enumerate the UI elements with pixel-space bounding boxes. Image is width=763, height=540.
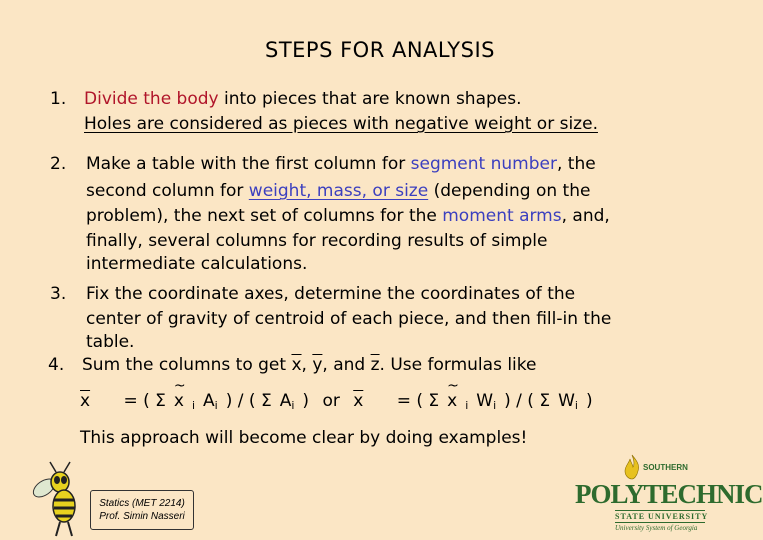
step-4-number: 4. (48, 355, 65, 375)
formula-div-1: ) / ( Σ (225, 391, 272, 411)
step-2-text-f: , and, (561, 206, 610, 226)
step-1-line-2: Holes are considered as pieces with negative weight or size. (84, 114, 598, 134)
step-2-number: 2. (50, 154, 67, 174)
logo-state-university: STATE UNIVERSITY (615, 512, 709, 521)
course-credit-box (90, 490, 194, 530)
step-4-text: Sum the columns to get (82, 355, 292, 375)
step-3-line-2: center of gravity of centroid of each piece, and then fill-in the (86, 309, 612, 329)
z-bar: $\overline{z}$ (370, 355, 380, 375)
professor-name: Prof. Simin Nasseri (99, 511, 185, 522)
logo-rule (615, 522, 705, 523)
segment-number-term: segment number (410, 154, 557, 174)
step-1-text: into pieces that are known shapes. (218, 89, 522, 109)
formula-div-2: ) / ( Σ (504, 391, 551, 411)
subscript: i (465, 399, 469, 412)
formula-area: A (203, 391, 215, 411)
step-2-line-5: intermediate calculations. (86, 254, 308, 274)
logo-southern: SOUTHERN (643, 463, 688, 472)
step-1-highlight: Divide the body (84, 89, 219, 109)
subscript: i (493, 399, 497, 412)
step-4-text-b: . Use formulas like (379, 355, 537, 375)
y-bar: $\overline{y}$ (312, 355, 323, 375)
step-3-line-3: table. (86, 332, 135, 352)
logo-polytechnic: POLYTECHNIC (575, 479, 763, 509)
step-2-line-4: finally, several columns for recording results of simple (86, 231, 548, 251)
formula-weight: W (476, 391, 494, 411)
formula-eq-1: = ( Σ (123, 391, 166, 411)
step-4-line-1 (82, 354, 536, 376)
formula-close-1: ) (302, 391, 310, 411)
x-bar: $\overline{x}$ (291, 355, 302, 375)
moment-arms-term: moment arms (442, 206, 562, 226)
step-2-text-a: Make a table with the first column for (86, 154, 411, 174)
formula-x-bar-2: $\overline{x}$ (353, 391, 364, 411)
weight-mass-size-term: weight, mass, or size (248, 181, 429, 201)
step-2-text-c: second column for (86, 181, 249, 201)
university-logo (575, 455, 763, 533)
formula-close-2: ) (585, 391, 593, 411)
formula-area: A (279, 391, 292, 411)
formula-eq-2: = ( Σ (396, 391, 440, 411)
logo-rule (615, 510, 705, 511)
step-2-line-3 (86, 205, 610, 227)
flame-icon (623, 455, 641, 479)
formula-or: or (322, 391, 340, 411)
bee-mascot-icon (30, 458, 90, 538)
step-4-sep-2: , and (322, 355, 371, 375)
course-name: Statics (MET 2214) (99, 498, 185, 509)
step-2-text-b: , the (556, 154, 596, 174)
logo-usg: University System of Georgia (615, 524, 698, 532)
subscript: i (574, 399, 578, 412)
step-4-sep-1: , (301, 355, 313, 375)
step-2-line-2 (86, 180, 590, 202)
subscript: i (291, 399, 295, 412)
step-3-line-1: Fix the coordinate axes, determine the coordinates of the (86, 284, 576, 304)
centroid-formula (80, 391, 601, 412)
step-2-text-d: (depending on the (428, 181, 591, 201)
step-1-number: 1. (50, 89, 67, 109)
formula-x-bar-1: $\overline{x}$ (80, 391, 91, 411)
step-2-text-e: problem), the next set of columns for the (86, 206, 443, 226)
formula-x-tilde-1: ~ x (174, 391, 184, 411)
formula-x-tilde-2: ~ x (447, 391, 457, 411)
step-3-number: 3. (50, 284, 67, 304)
step-2-line-1 (86, 153, 596, 175)
step-1-line-1 (84, 88, 522, 110)
formula-weight: W (558, 391, 575, 411)
subscript: i (214, 399, 218, 412)
slide-title: STEPS FOR ANALYSIS (264, 38, 495, 62)
subscript: i (191, 399, 196, 412)
closing-text: This approach will become clear by doing examples! (80, 428, 528, 448)
